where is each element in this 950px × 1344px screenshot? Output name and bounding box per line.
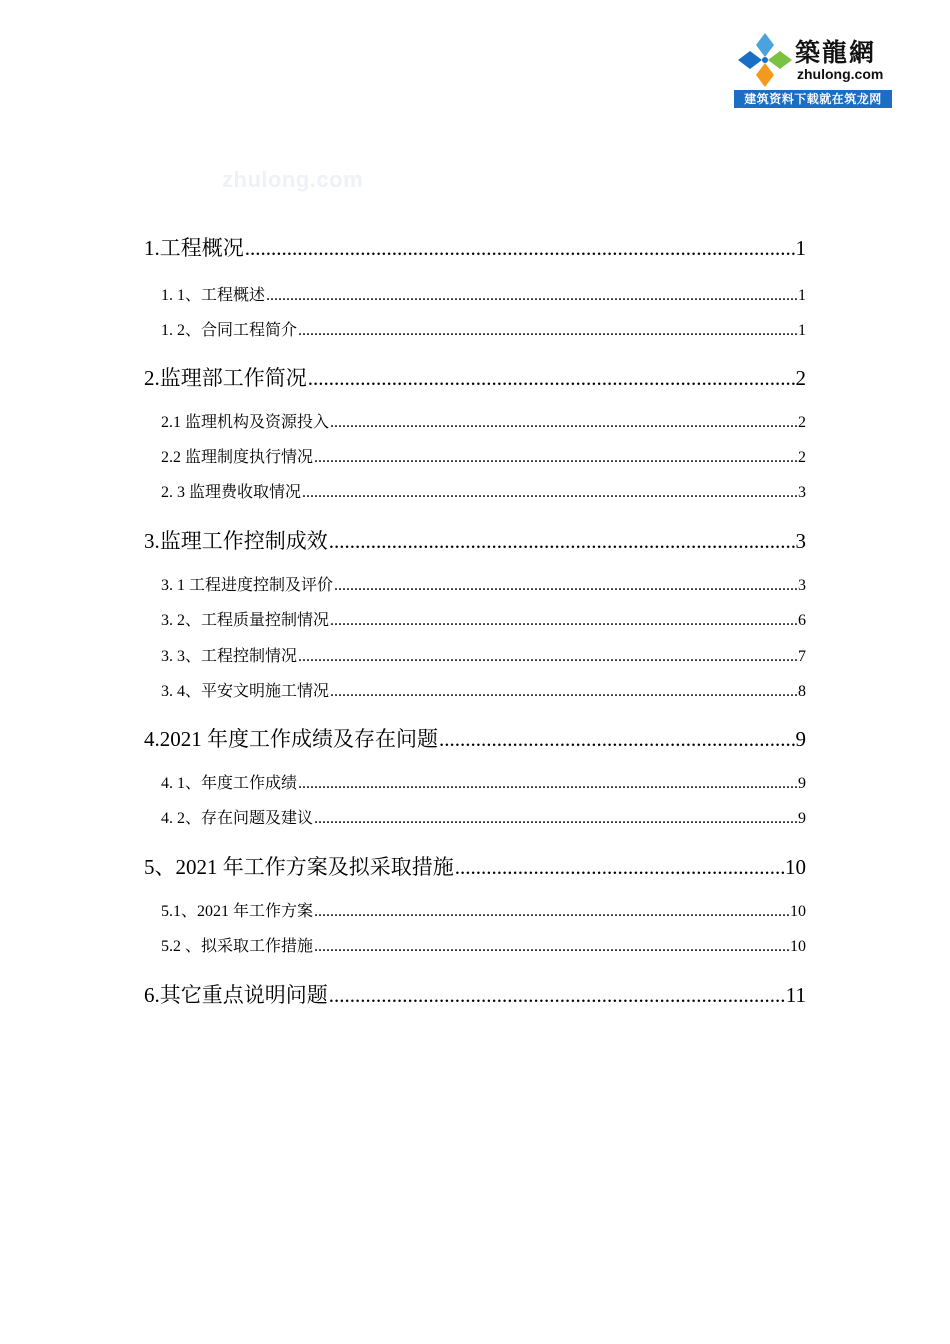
toc-leader-dots — [314, 449, 797, 467]
toc-entry-page: 2 — [795, 366, 806, 390]
toc-leader-dots — [308, 366, 795, 391]
toc-entry[interactable] — [144, 317, 806, 340]
toc-entry-page: 10 — [790, 903, 806, 920]
toc-entry[interactable] — [144, 805, 806, 828]
toc-entry-page: 1 — [798, 287, 806, 304]
toc-entry-page: 1 — [795, 236, 806, 260]
toc-entry[interactable] — [144, 723, 806, 753]
toc-entry-title: 2.1 监理机构及资源投入 — [161, 414, 330, 431]
toc-leader-dots — [314, 938, 789, 956]
toc-entry-title: 3. 2、工程质量控制情况 — [161, 612, 330, 629]
toc-leader-dots — [329, 983, 785, 1008]
toc-entry[interactable] — [144, 770, 806, 793]
toc-entry-page: 9 — [798, 810, 806, 827]
toc-entry[interactable] — [144, 607, 806, 630]
toc-leader-dots — [314, 903, 789, 921]
toc-leader-dots — [439, 727, 795, 752]
toc-entry-page: 3 — [798, 577, 806, 594]
toc-entry-page: 3 — [795, 529, 806, 553]
toc-leader-dots — [330, 683, 797, 701]
toc-entry-page: 7 — [798, 648, 806, 665]
toc-entry-title: 2.监理部工作简况 — [144, 366, 307, 390]
toc-leader-dots — [314, 810, 797, 828]
toc-entry[interactable] — [144, 409, 806, 432]
toc-entry[interactable] — [144, 851, 806, 881]
watermark: zhulong.com — [222, 167, 364, 192]
toc-entry-title: 4.2021 年度工作成绩及存在问题 — [144, 727, 438, 751]
toc-leader-dots — [329, 529, 795, 554]
zhulong-logo — [734, 31, 892, 108]
toc-entry-title: 5.1、2021 年工作方案 — [161, 903, 314, 920]
toc-entry-page: 8 — [798, 683, 806, 700]
toc-entry-title: 3.监理工作控制成效 — [144, 529, 328, 553]
toc-entry-title: 1. 1、工程概述 — [161, 287, 266, 304]
toc-entry[interactable] — [144, 479, 806, 502]
toc-entry-page: 6 — [798, 612, 806, 629]
toc-entry[interactable] — [144, 572, 806, 595]
toc-entry-page: 1 — [798, 322, 806, 339]
toc-leader-dots — [266, 287, 797, 305]
toc-entry-title: 4. 2、存在问题及建议 — [161, 810, 314, 827]
toc-leader-dots — [298, 322, 797, 340]
toc-entry-title: 2. 3 监理费收取情况 — [161, 484, 302, 501]
toc-entry-page: 10 — [785, 855, 806, 879]
toc-entry[interactable] — [144, 232, 806, 262]
toc-entry-page: 2 — [798, 414, 806, 431]
toc-entry-title: 1. 2、合同工程简介 — [161, 322, 298, 339]
toc-entry-title: 2.2 监理制度执行情况 — [161, 449, 314, 466]
toc-entry-page: 10 — [790, 938, 806, 955]
toc-entry[interactable] — [144, 643, 806, 666]
toc-entry-title: 1.工程概况 — [144, 236, 244, 260]
toc-entry-title: 5.2 、拟采取工作措施 — [161, 938, 314, 955]
toc-leader-dots — [302, 484, 797, 502]
toc-entry-page: 3 — [798, 484, 806, 501]
logo-header — [734, 31, 892, 89]
toc-entry-title: 4. 1、年度工作成绩 — [161, 775, 298, 792]
logo-domain: zhulong.com — [797, 66, 884, 82]
toc-entry-title: 3. 3、工程控制情况 — [161, 648, 298, 665]
toc-entry-page: 2 — [798, 449, 806, 466]
toc-leader-dots — [455, 855, 784, 880]
toc-entry-title: 3. 4、平安文明施工情况 — [161, 683, 330, 700]
toc-entry-title: 5、2021 年工作方案及拟采取措施 — [144, 855, 454, 879]
toc-entry[interactable] — [144, 525, 806, 555]
toc-entry-page: 9 — [795, 727, 806, 751]
toc-entry[interactable] — [144, 933, 806, 956]
toc-entry-title: 3. 1 工程进度控制及评价 — [161, 577, 334, 594]
toc-leader-dots — [330, 414, 797, 432]
toc-leader-dots — [298, 648, 797, 666]
toc-entry[interactable] — [144, 678, 806, 701]
toc-leader-dots — [298, 775, 797, 793]
toc-entry[interactable] — [144, 362, 806, 392]
toc-leader-dots — [334, 577, 797, 595]
toc-entry[interactable] — [144, 444, 806, 467]
logo-slogan: 建筑资料下载就在筑龙网 — [734, 90, 892, 108]
toc-entry-title: 6.其它重点说明问题 — [144, 983, 328, 1007]
logo-name: 築龍網 — [795, 38, 877, 67]
toc-entry-page: 11 — [785, 983, 806, 1007]
toc-leader-dots — [330, 612, 797, 630]
toc-leader-dots — [245, 236, 795, 261]
toc-entry[interactable] — [144, 898, 806, 921]
zhulong-emblem-icon — [736, 31, 794, 89]
toc-entry-page: 9 — [798, 775, 806, 792]
toc-entry[interactable] — [144, 282, 806, 305]
toc-entry[interactable] — [144, 979, 806, 1009]
